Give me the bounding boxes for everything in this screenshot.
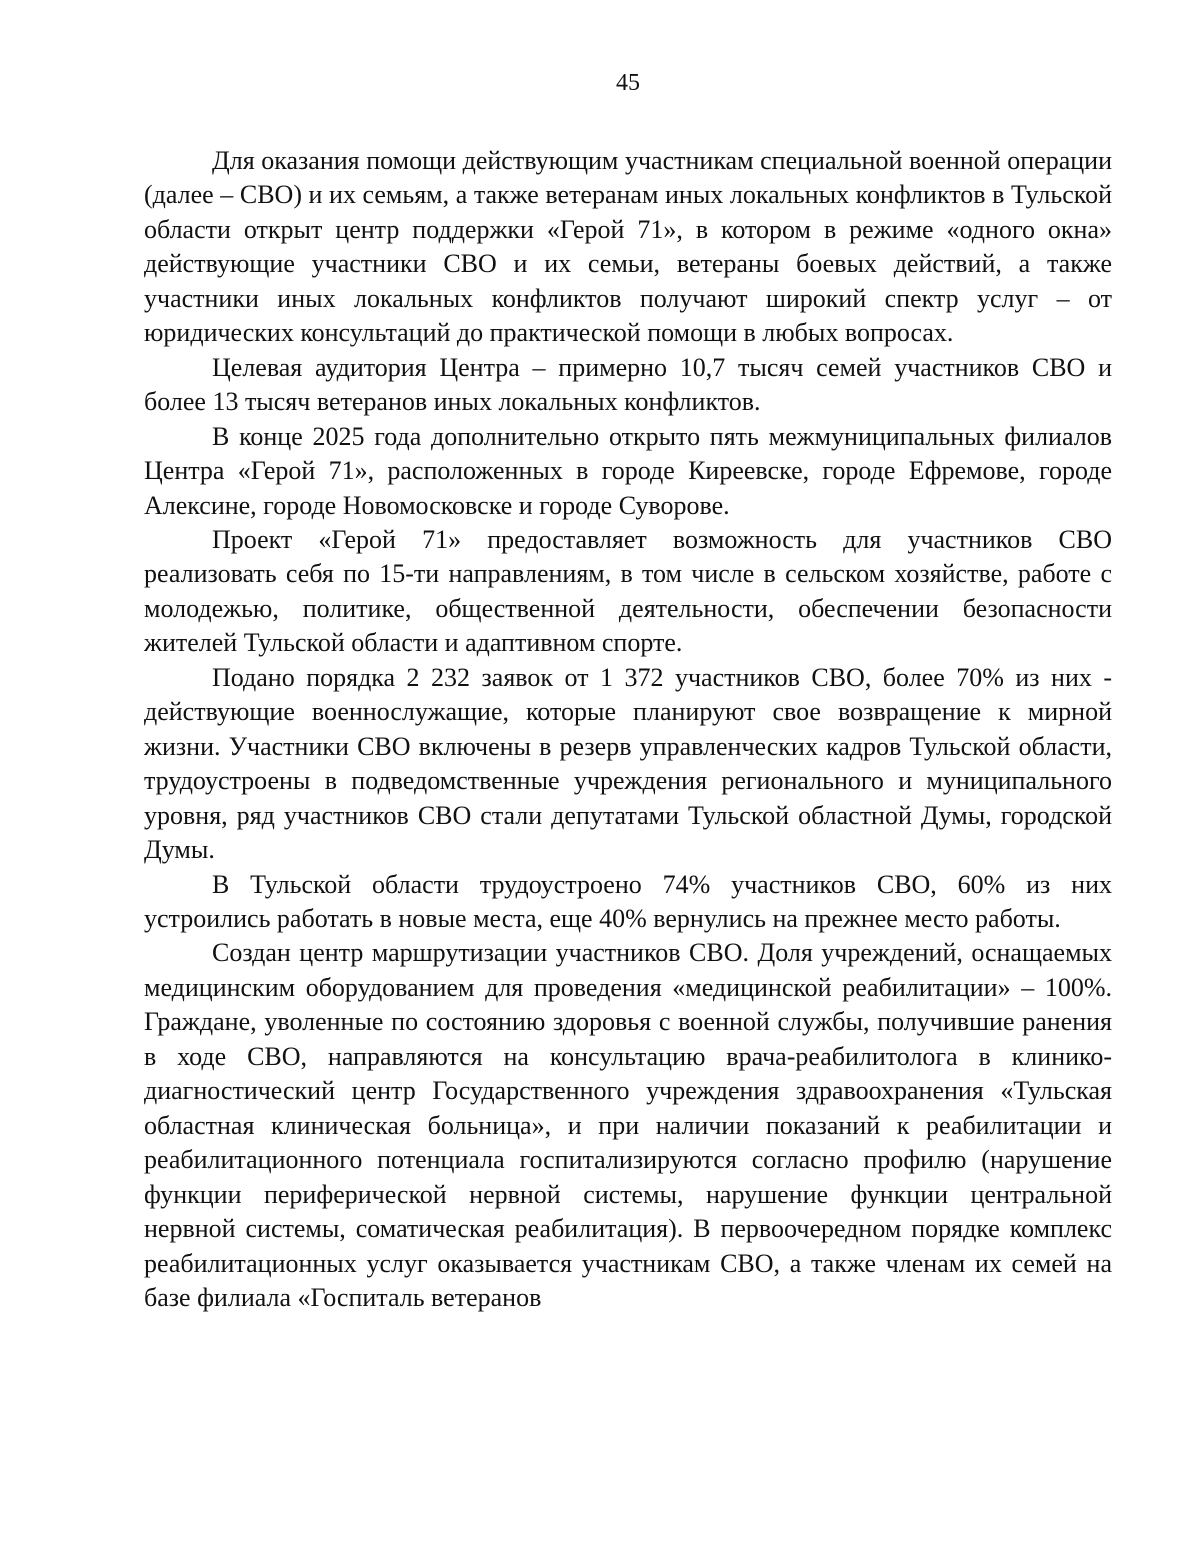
paragraph: В Тульской области трудоустроено 74% участников СВО, 60% из них устроились работать в новые места, еще 40% вернулись на прежнее место работы. xyxy=(144,869,1112,933)
body-text xyxy=(144,144,1112,1315)
paragraph: Подано порядка 2 232 заявок от 1 372 участников СВО, более 70% из них - действующие военнослужащие, которые планируют свое возвращение к мирной жизни. Участники СВО включены в резерв управленческих кадров Тульской области, трудоустроены в подведомственные учреждения регионального и муниципального уровня, ряд участников СВО стали депутатами Тульской областной Думы, городской Думы. xyxy=(144,662,1112,865)
paragraph: Для оказания помощи действующим участникам специальной военной операции (далее – СВО) и их семьям, а также ветеранам иных локальных конфликтов в Тульской области открыт центр поддержки «Герой 71», в котором в режиме «одного окна» действующие участники СВО и их семьи, ветераны боевых действий, а также участники иных локальных конфликтов получают широкий спектр услуг – от юридических консультаций до практической помощи в любых вопросах. xyxy=(144,146,1112,348)
paragraph: В конце 2025 года дополнительно открыто пять межмуниципальных филиалов Центра «Герой 71», расположенных в городе Киреевске, городе Ефремове, городе Алексине, городе Новомосковске и городе Суворове. xyxy=(144,421,1112,520)
paragraph: Целевая аудитория Центра – примерно 10,7 тысяч семей участников СВО и более 13 тысяч ветеранов иных локальных конфликтов. xyxy=(144,352,1112,417)
paragraph: Проект «Герой 71» предоставляет возможность для участников СВО реализовать себя по 15-ти направлениям, в том числе в сельском хозяйстве, работе с молодежью, политике, общественной деятельности, обеспечении безопасности жителей Тульской области и адаптивном спорте. xyxy=(144,524,1112,658)
paragraph: Создан центр маршрутизации участников СВО. Доля учреждений, оснащаемых медицинским оборудованием для проведения «медицинской реабилитации» – 100%. Граждане, уволенные по состоянию здоровья с военной службы, получившие ранения в ходе СВО, направляются на консультацию врача-реабилитолога в клинико-диагностический центр Государственного учреждения здравоохранения «Тульская областная клиническая больница», и при наличии показаний к реабилитации и реабилитационного потенциала госпитализируются согласно профилю (нарушение функции периферической нервной системы, нарушение функции центральной нервной системы, соматическая реабилитация). В первоочередном порядке комплекс реабилитационных услуг оказывается участникам СВО, а также членам их семей на базе филиала «Госпиталь ветеранов xyxy=(144,938,1112,1312)
page-number: 45 xyxy=(616,70,640,96)
